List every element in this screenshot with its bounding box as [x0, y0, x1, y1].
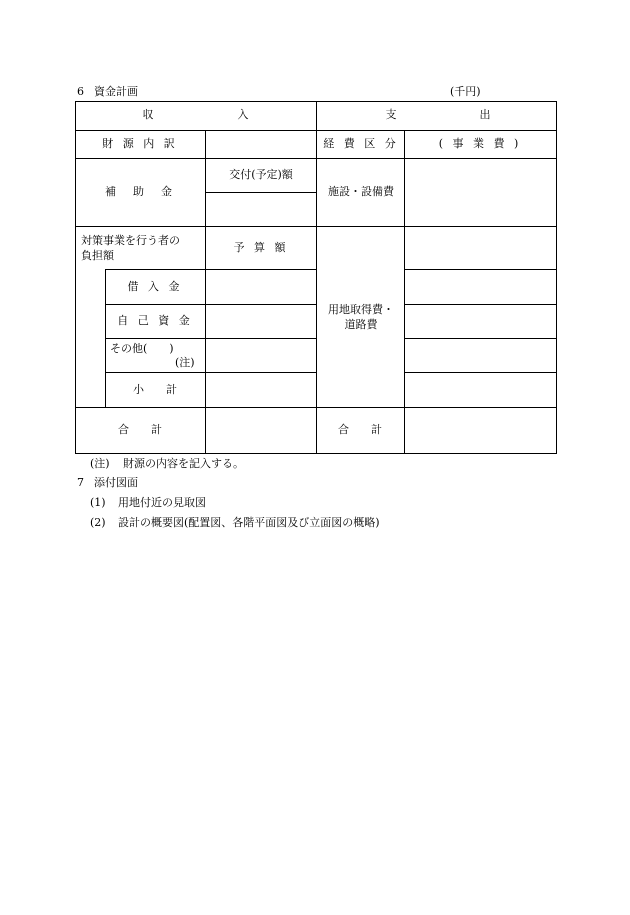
- table-line: [205, 130, 206, 158]
- land-road-label-line1: 用地取得費・: [328, 303, 394, 316]
- attachment-item-number: (2): [90, 516, 106, 529]
- budget-amount-label: 予 算 額: [233, 241, 289, 254]
- burden-label-line1: 対策事業を行う者の: [81, 234, 180, 247]
- table-line: [205, 192, 316, 193]
- other-label: その他( ): [110, 342, 174, 355]
- table-line: [105, 338, 316, 339]
- income-header-2: 入: [237, 108, 249, 121]
- table-line: [404, 130, 405, 453]
- section7-title: 添付図面: [94, 476, 138, 489]
- table-line: [105, 269, 316, 270]
- attachment-item-text: 用地付近の見取図: [118, 496, 206, 509]
- table-line: [105, 304, 316, 305]
- section7-number: 7: [77, 476, 84, 489]
- attachment-item-number: (1): [90, 496, 106, 509]
- section6-number: 6: [77, 85, 84, 98]
- burden-label-line2: 負担額: [81, 249, 114, 262]
- grant-planned-label: 交付(予定)額: [229, 168, 293, 181]
- income-header-1: 収: [142, 108, 154, 121]
- own-funds-label: 自 己 資 金: [117, 314, 193, 327]
- subtotal-label: 小 計: [133, 383, 177, 396]
- expense-header-2: 出: [479, 108, 491, 121]
- expense-header-1: 支: [385, 108, 397, 121]
- total-left-label: 合 計: [118, 423, 162, 436]
- table-line: [404, 304, 556, 305]
- table-line: [404, 269, 556, 270]
- table-line: [205, 158, 206, 453]
- note-mark: (注): [90, 457, 110, 470]
- table-border-bottom: [75, 453, 556, 454]
- facility-cost-label: 施設・設備費: [328, 185, 394, 198]
- unit-label: (千円): [450, 85, 481, 98]
- note-text: 財源の内容を記入する。: [123, 457, 244, 470]
- total-right-label: 合 計: [338, 423, 382, 436]
- land-road-label-line2: 道路費: [344, 318, 378, 331]
- expense-category-label: 経 費 区 分: [323, 137, 399, 150]
- attachment-item-text: 設計の概要図(配置図、各階平面図及び立面図の概略): [118, 516, 380, 529]
- table-line: [105, 372, 316, 373]
- subsidy-label: 補 助 金: [105, 185, 175, 198]
- note-mark-in-table: (注): [175, 356, 195, 369]
- table-border-right: [556, 101, 557, 454]
- source-breakdown-label: 財 源 内 訳: [102, 137, 178, 150]
- project-cost-label: ( 事 業 費 ): [438, 137, 522, 150]
- section6-title: 資金計画: [94, 85, 138, 98]
- table-line: [105, 269, 106, 407]
- borrowing-label: 借 入 金: [127, 280, 183, 293]
- table-border-left: [75, 101, 76, 454]
- table-line: [404, 372, 556, 373]
- table-line: [404, 338, 556, 339]
- table-line: [316, 101, 317, 453]
